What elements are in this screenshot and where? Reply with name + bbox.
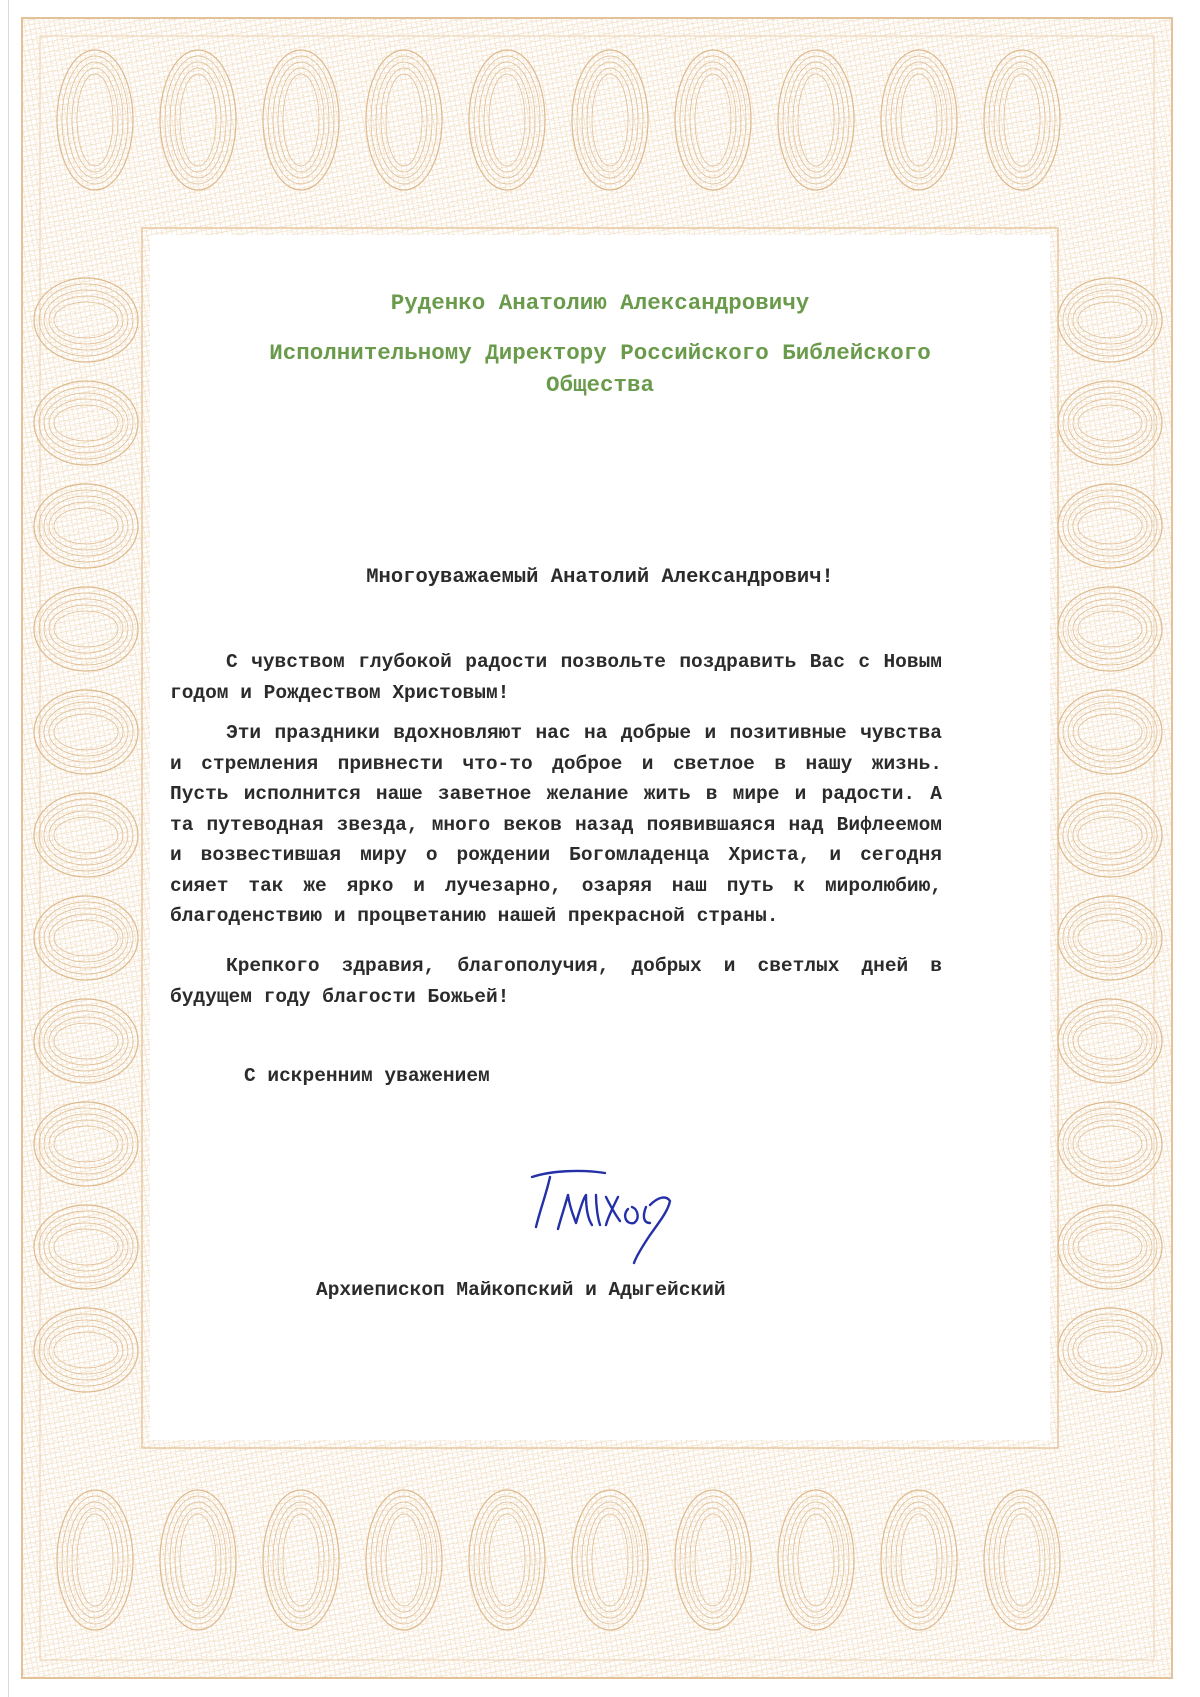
handwritten-signature [510,1165,700,1275]
paragraph-1: С чувством глубокой радости позвольте поздравить Вас с Новым годом и Рождеством Христовым! [170,651,942,704]
sender-title: Архиепископ Майкопский и Адыгейский [316,1279,726,1301]
salutation: Многоуважаемый Анатолий Александрович! [366,566,834,589]
paragraph-2: Эти праздники вдохновляют нас на добрые и позитивные чувства и стремления привнести что-то доброе и светлое в нашу жизнь. Пусть исполнится наше заветное желание жить в мире и радости. А та путеводная звезда, много веков назад появившаяся над Вифлеемом и возвестившая миру о рождении Богомладенца Христа, и сегодня сияет так же ярко и лучезарно, озаряя наш путь к миролюбию, благоденствию и процветанию нашей прекрасной страны. [170,722,942,927]
paragraph-3: Крепкого здравия, благополучия, добрых и светлых дней в будущем году благости Божьей! [170,955,942,1008]
recipient-name: Руденко Анатолию Александровичу [390,290,810,316]
closing-phrase: С искренним уважением [244,1065,490,1087]
recipient-position-continued: Общества [545,372,655,398]
recipient-position: Исполнительному Директору Российского Библейского [269,340,931,366]
